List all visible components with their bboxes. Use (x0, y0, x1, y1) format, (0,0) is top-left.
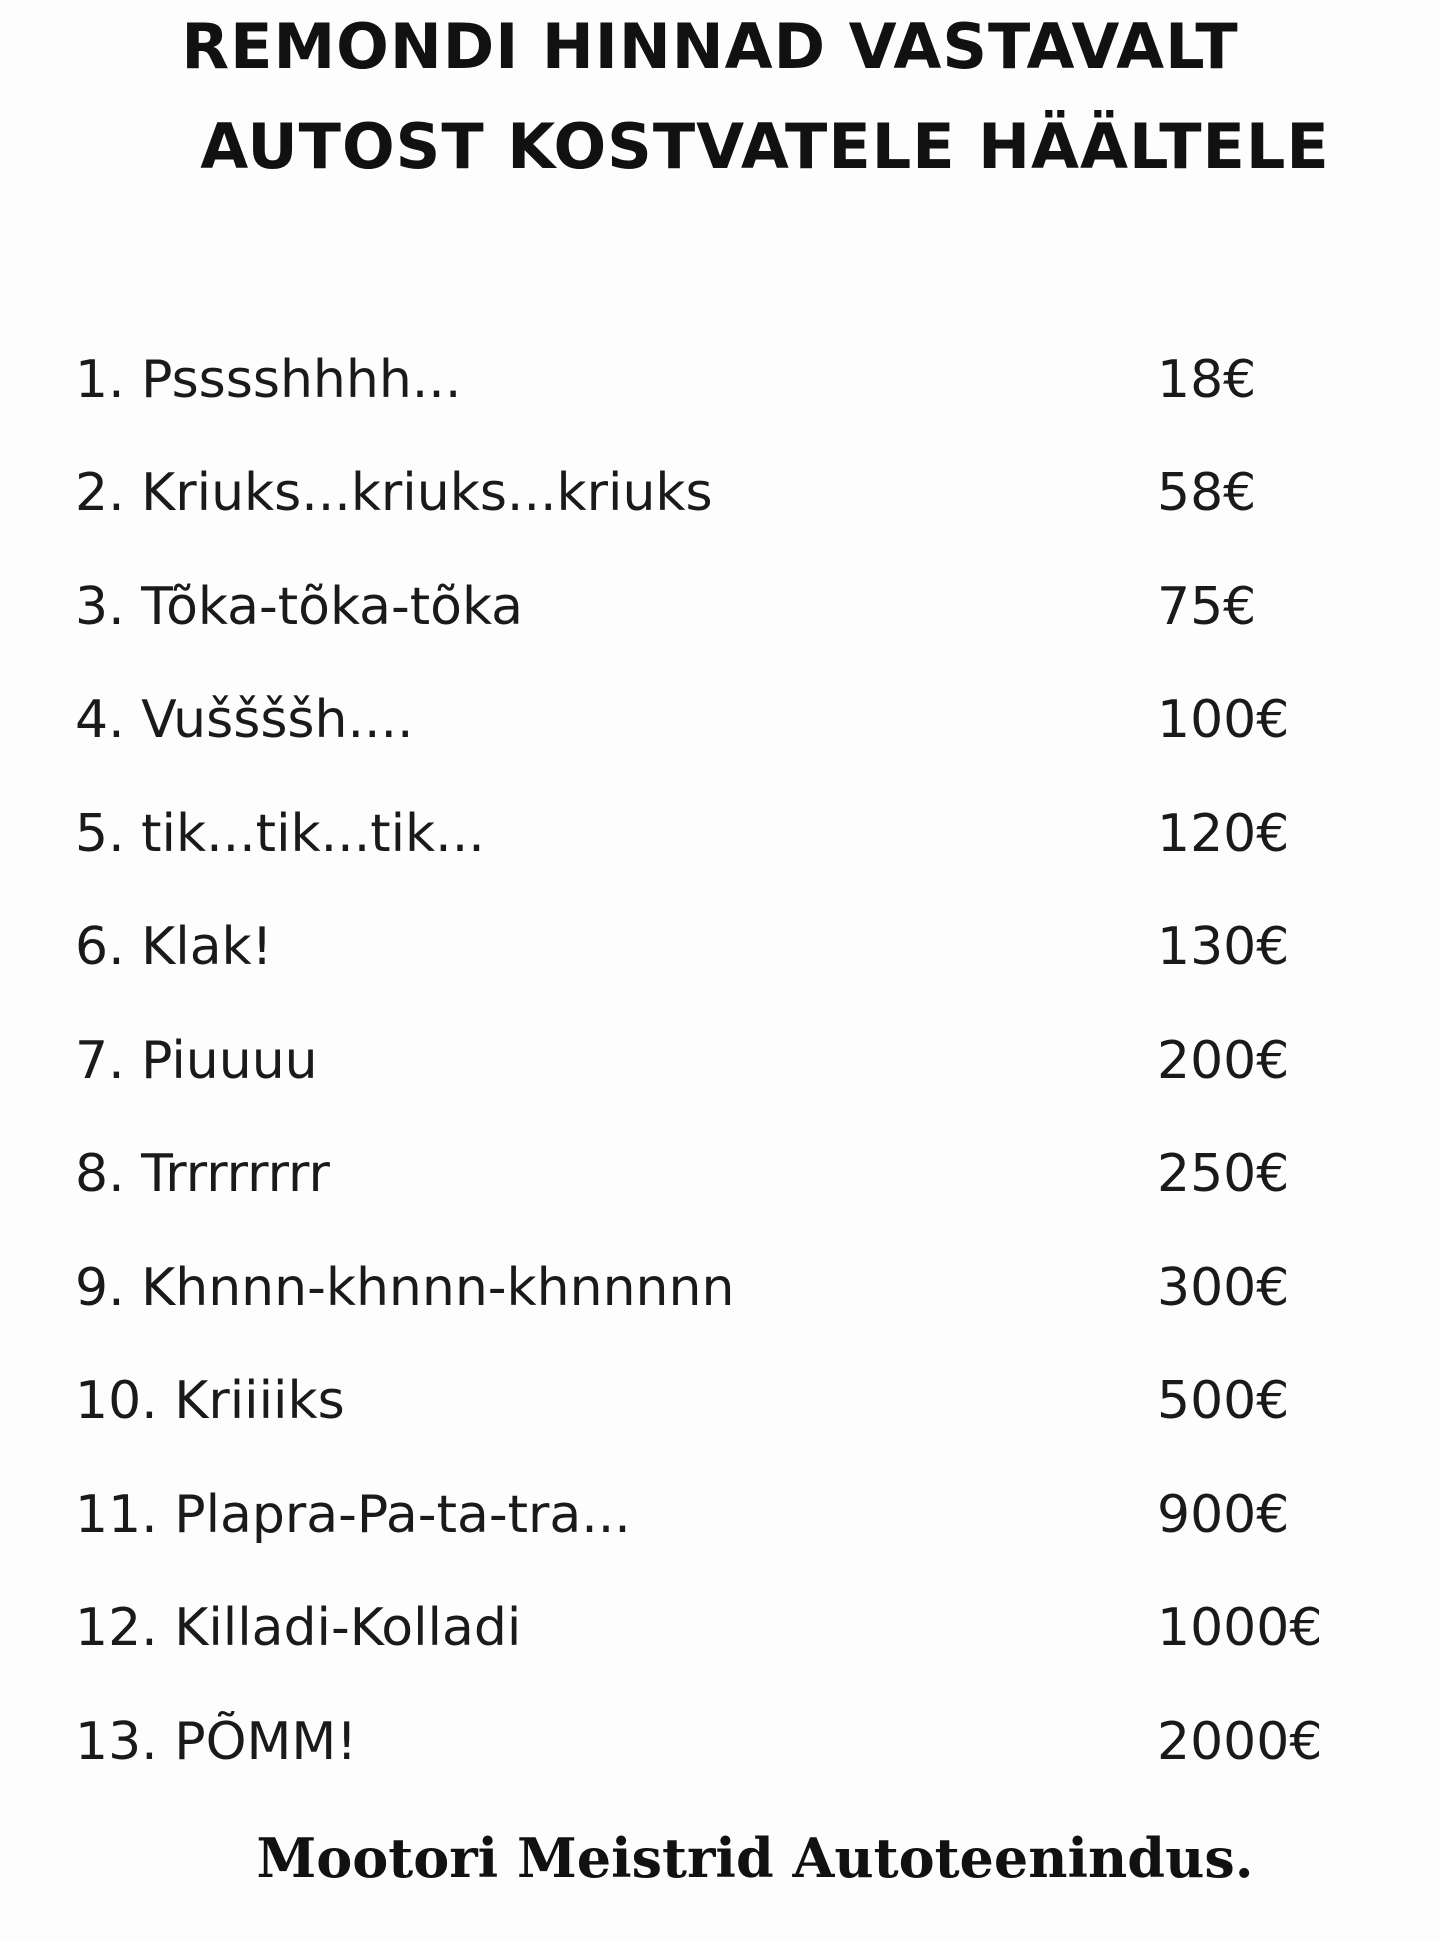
item-price: 75€ (1157, 577, 1257, 637)
item-label: 6. Klak! (75, 917, 273, 977)
footer-business-name: Mootori Meistrid Autoteenindus. (256, 1826, 1254, 1890)
price-list-item (0, 1485, 1440, 1585)
item-label: 12. Killadi-Kolladi (75, 1598, 522, 1658)
item-price: 200€ (1157, 1031, 1290, 1091)
price-list-item (0, 1258, 1440, 1358)
price-list-item (0, 1371, 1440, 1471)
item-label: 2. Kriuks...kriuks...kriuks (75, 463, 713, 523)
page-title-line-1: REMONDI HINNAD VASTAVALT (181, 10, 1239, 83)
price-list-item (0, 1598, 1440, 1698)
item-price: 58€ (1157, 463, 1257, 523)
item-label: 10. Kriiiiks (75, 1371, 345, 1431)
item-price: 130€ (1157, 917, 1290, 977)
price-list-item (0, 804, 1440, 904)
item-label: 8. Trrrrrrrr (75, 1144, 330, 1204)
item-price: 100€ (1157, 690, 1290, 750)
price-list-item (0, 1031, 1440, 1131)
item-price: 18€ (1157, 350, 1257, 410)
item-label: 7. Piuuuu (75, 1031, 318, 1091)
price-list-item (0, 917, 1440, 1017)
item-label: 1. Psssshhhh... (75, 350, 462, 410)
item-price: 500€ (1157, 1371, 1290, 1431)
price-list-item (0, 350, 1440, 450)
item-label: 3. Tõka-tõka-tõka (75, 577, 524, 637)
item-label: 13. PÕMM! (75, 1712, 358, 1772)
item-label: 5. tik...tik...tik... (75, 804, 485, 864)
item-label: 4. Vuššššh.... (75, 690, 414, 750)
item-price: 300€ (1157, 1258, 1290, 1318)
price-list-item (0, 1712, 1440, 1812)
item-price: 2000€ (1157, 1712, 1323, 1772)
item-price: 1000€ (1157, 1598, 1323, 1658)
item-label: 11. Plapra-Pa-ta-tra... (75, 1485, 631, 1545)
item-label: 9. Khnnn-khnnn-khnnnnn (75, 1258, 735, 1318)
price-list-item (0, 690, 1440, 790)
item-price: 120€ (1157, 804, 1290, 864)
item-price: 250€ (1157, 1144, 1290, 1204)
price-list-item (0, 1144, 1440, 1244)
item-price: 900€ (1157, 1485, 1290, 1545)
page-title-line-2: AUTOST KOSTVATELE HÄÄLTELE (200, 110, 1330, 183)
price-list-item (0, 463, 1440, 563)
price-list-item (0, 577, 1440, 677)
